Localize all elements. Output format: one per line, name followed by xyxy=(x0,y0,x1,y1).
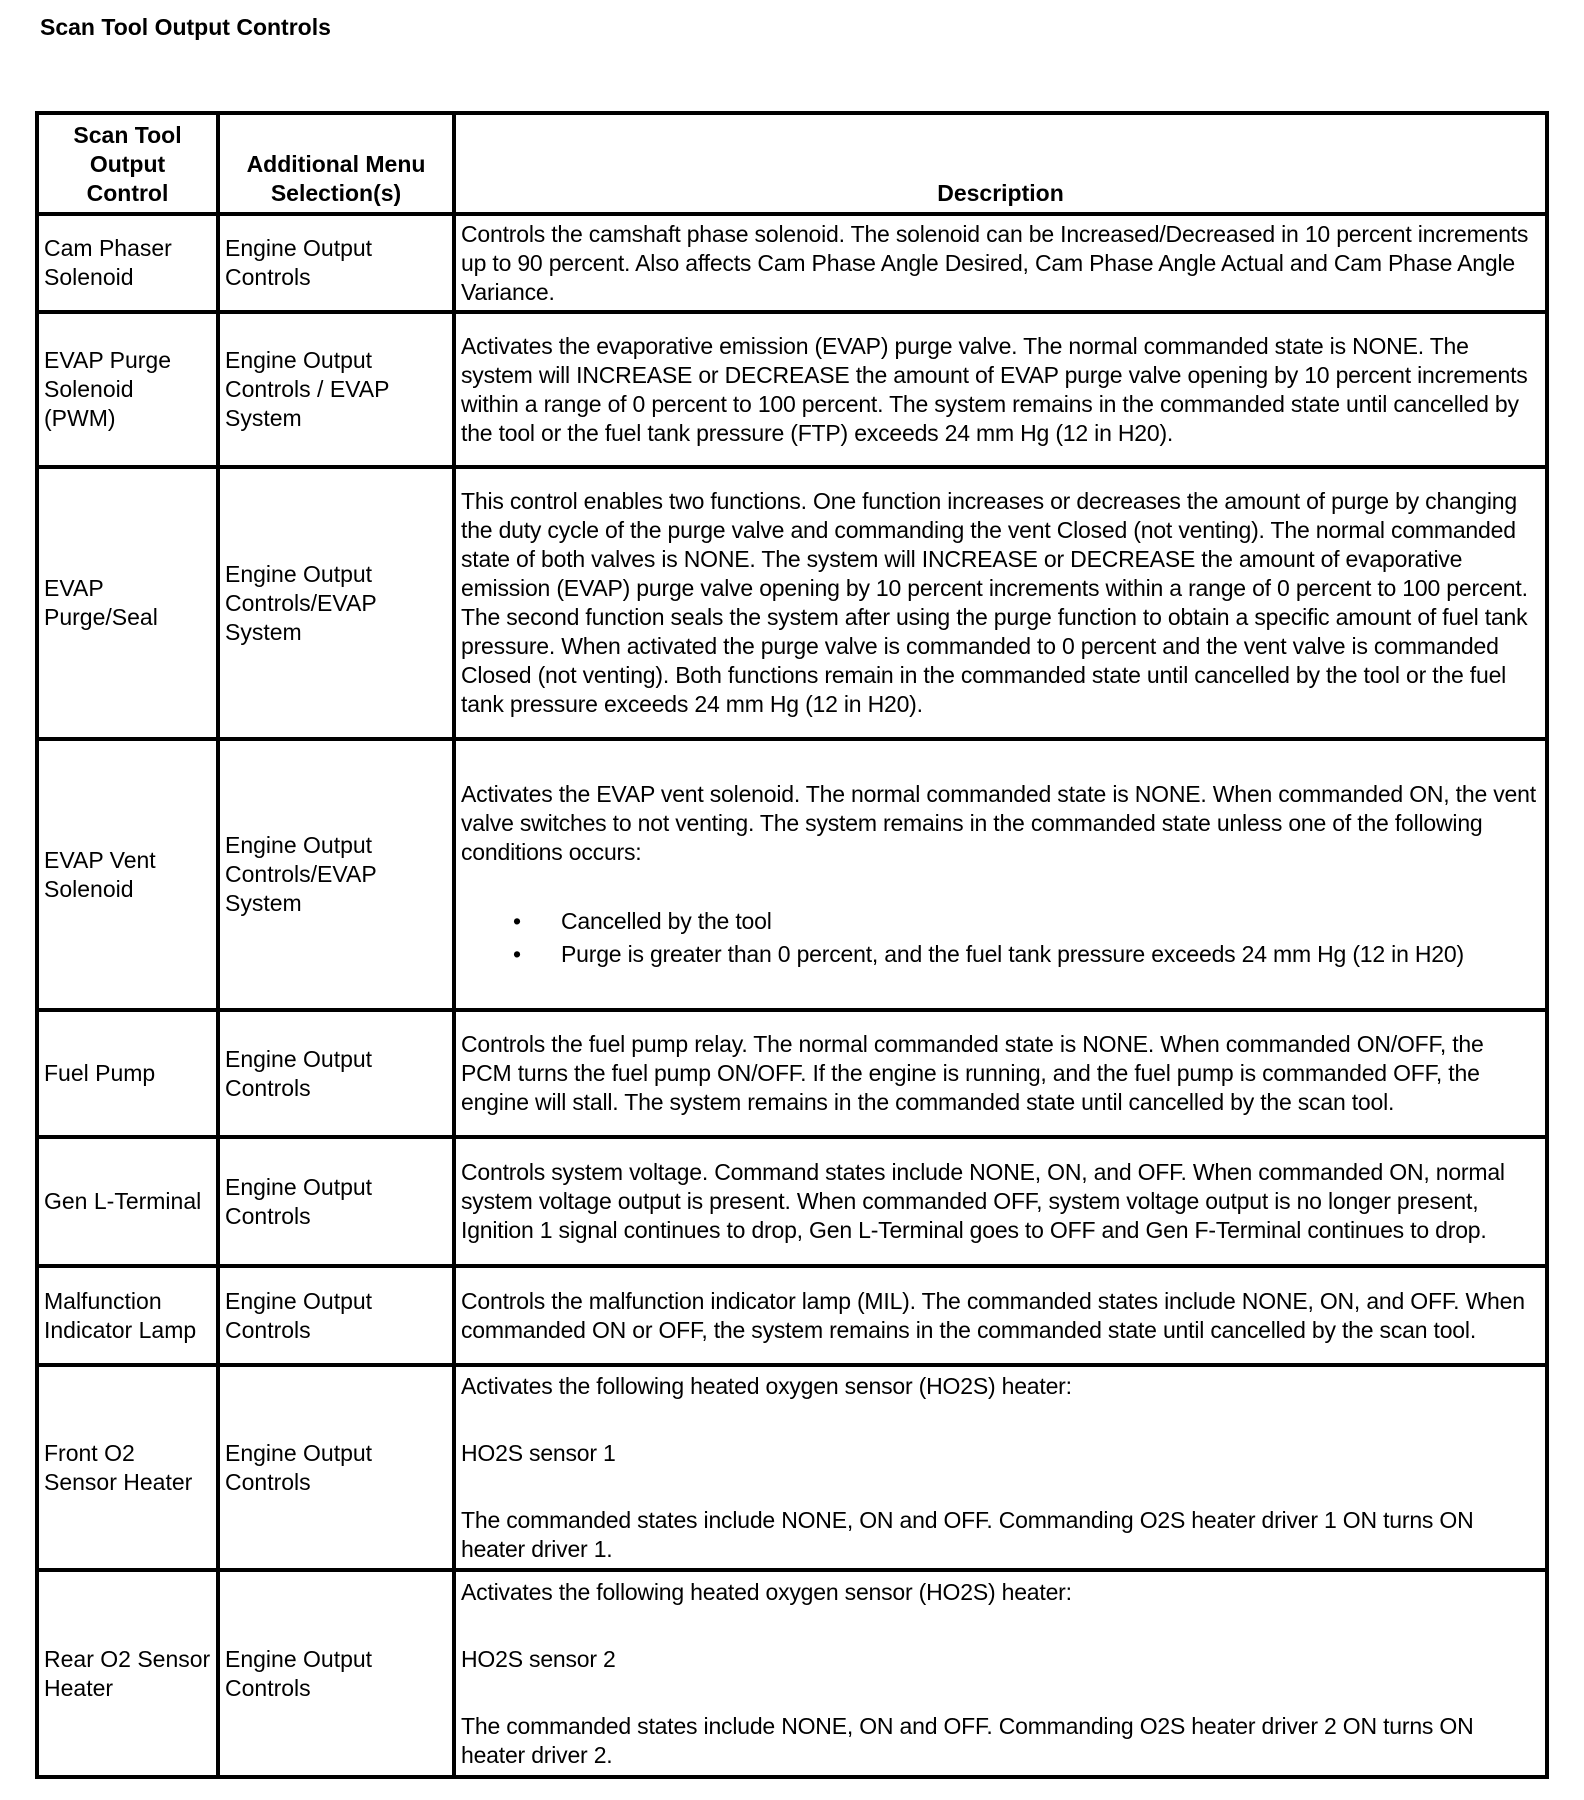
description-cell xyxy=(454,739,1547,1010)
list-item-text: Purge is greater than 0 percent, and the fuel tank pressure exceeds 24 mm Hg (12 in H20) xyxy=(561,941,1464,967)
menu-cell: Engine Output Controls xyxy=(218,1365,454,1570)
menu-cell: Engine Output Controls xyxy=(218,214,454,312)
table-row xyxy=(37,1137,1547,1266)
output-controls-table xyxy=(35,111,1549,1779)
table-row xyxy=(37,467,1547,739)
control-cell: EVAP Vent Solenoid xyxy=(37,739,218,1010)
description-text: Activates the EVAP vent solenoid. The normal commanded state is NONE. When commanded ON, the vent valve switches to not venting. The system remains in the commanded state unless one of the following conditions occurs: xyxy=(461,781,1536,865)
menu-cell: Engine Output Controls/EVAP System xyxy=(218,739,454,1010)
table-row xyxy=(37,312,1547,467)
bullet-icon: • xyxy=(513,941,521,967)
control-cell: EVAP Purge Solenoid (PWM) xyxy=(37,312,218,467)
page-title: Scan Tool Output Controls xyxy=(40,14,331,40)
list-item xyxy=(461,940,1540,969)
menu-cell: Engine Output Controls xyxy=(218,1570,454,1777)
menu-cell: Engine Output Controls xyxy=(218,1137,454,1266)
list-item-text: Cancelled by the tool xyxy=(561,908,772,934)
description-cell xyxy=(454,467,1547,739)
control-cell: Malfunction Indicator Lamp xyxy=(37,1266,218,1365)
description-text: Activates the evaporative emission (EVAP) purge valve. The normal commanded state is NONE. The system will INCREASE or DECREASE the amount of EVAP purge valve opening by 10 percent increments within a range of 0 percent to 100 percent. The system remains in the commanded state until cancelled by the tool or the fuel tank pressure (FTP) exceeds 24 mm Hg (12 in H20). xyxy=(461,332,1528,446)
description-text: The commanded states include NONE, ON and OFF. Commanding O2S heater driver 1 ON turns ON heater driver 1. xyxy=(461,1506,1474,1562)
control-cell: Fuel Pump xyxy=(37,1010,218,1137)
description-text: Controls the camshaft phase solenoid. The solenoid can be Increased/Decreased in 10 percent increments up to 90 percent. Also affects Cam Phase Angle Desired, Cam Phase Angle Actual and Cam Phase Angle Variance. xyxy=(461,220,1529,305)
table-row xyxy=(37,1365,1547,1570)
control-cell: Rear O2 Sensor Heater xyxy=(37,1570,218,1777)
table-row xyxy=(37,1010,1547,1137)
column-header-description: Description xyxy=(454,113,1547,214)
description-text: Activates the following heated oxygen sensor (HO2S) heater: xyxy=(461,1372,1072,1399)
control-cell: Gen L-Terminal xyxy=(37,1137,218,1266)
description-cell xyxy=(454,1266,1547,1365)
table-row xyxy=(37,214,1547,312)
list-item xyxy=(461,907,1540,936)
table-row xyxy=(37,1570,1547,1777)
table-row xyxy=(37,739,1547,1010)
menu-cell: Engine Output Controls xyxy=(218,1266,454,1365)
description-cell xyxy=(454,1010,1547,1137)
control-cell: Front O2 Sensor Heater xyxy=(37,1365,218,1570)
bullet-icon: • xyxy=(513,908,521,934)
menu-cell: Engine Output Controls / EVAP System xyxy=(218,312,454,467)
description-cell xyxy=(454,1137,1547,1266)
description-text: Controls the malfunction indicator lamp (MIL). The commanded states include NONE, ON, and OFF. When commanded ON or OFF, the system remains in the commanded state until cancelled by the scan tool. xyxy=(461,1287,1525,1343)
column-header-menu: Additional Menu Selection(s) xyxy=(218,113,454,214)
description-text: This control enables two functions. One function increases or decreases the amount of purge by changing the duty cycle of the purge valve and commanding the vent Closed (not venting). The normal commanded state of both valves is NONE. The system will INCREASE or DECREASE the amount of evaporative emission (EVAP) purge valve opening by 10 percent increments within a range of 0 percent to 100 percent. The second function seals the system after using the purge function to obtain a specific amount of fuel tank pressure. When activated the purge valve is commanded to 0 percent and the vent valve is commanded Closed (not venting). Both functions remain in the commanded state until cancelled by the tool or the fuel tank pressure exceeds 24 mm Hg (12 in H20). xyxy=(461,488,1528,717)
description-text: Controls system voltage. Command states include NONE, ON, and OFF. When commanded ON, normal system voltage output is present. When commanded OFF, system voltage output is no longer present, Ignition 1 signal continues to drop, Gen L-Terminal goes to OFF and Gen F-Terminal continues to drop. xyxy=(461,1159,1505,1243)
description-cell xyxy=(454,1570,1547,1777)
menu-cell: Engine Output Controls xyxy=(218,1010,454,1137)
description-cell xyxy=(454,1365,1547,1570)
column-header-control: Scan Tool Output Control xyxy=(37,113,218,214)
table-row xyxy=(37,1266,1547,1365)
description-text: Activates the following heated oxygen sensor (HO2S) heater: xyxy=(461,1578,1072,1605)
description-cell xyxy=(454,312,1547,467)
sensor-name: HO2S sensor 2 xyxy=(461,1645,616,1672)
control-cell: Cam Phaser Solenoid xyxy=(37,214,218,312)
menu-cell: Engine Output Controls/EVAP System xyxy=(218,467,454,739)
conditions-list xyxy=(461,907,1540,969)
control-cell: EVAP Purge/Seal xyxy=(37,467,218,739)
description-text: Controls the fuel pump relay. The normal commanded state is NONE. When commanded ON/OFF, the PCM turns the fuel pump ON/OFF. If the engine is running, and the fuel pump is commanded OFF, the engine will stall. The system remains in the commanded state until cancelled by the scan tool. xyxy=(461,1031,1484,1115)
description-cell xyxy=(454,214,1547,312)
sensor-name: HO2S sensor 1 xyxy=(461,1439,616,1466)
description-text: The commanded states include NONE, ON and OFF. Commanding O2S heater driver 2 ON turns ON heater driver 2. xyxy=(461,1712,1474,1768)
table-header-row xyxy=(37,113,1547,214)
